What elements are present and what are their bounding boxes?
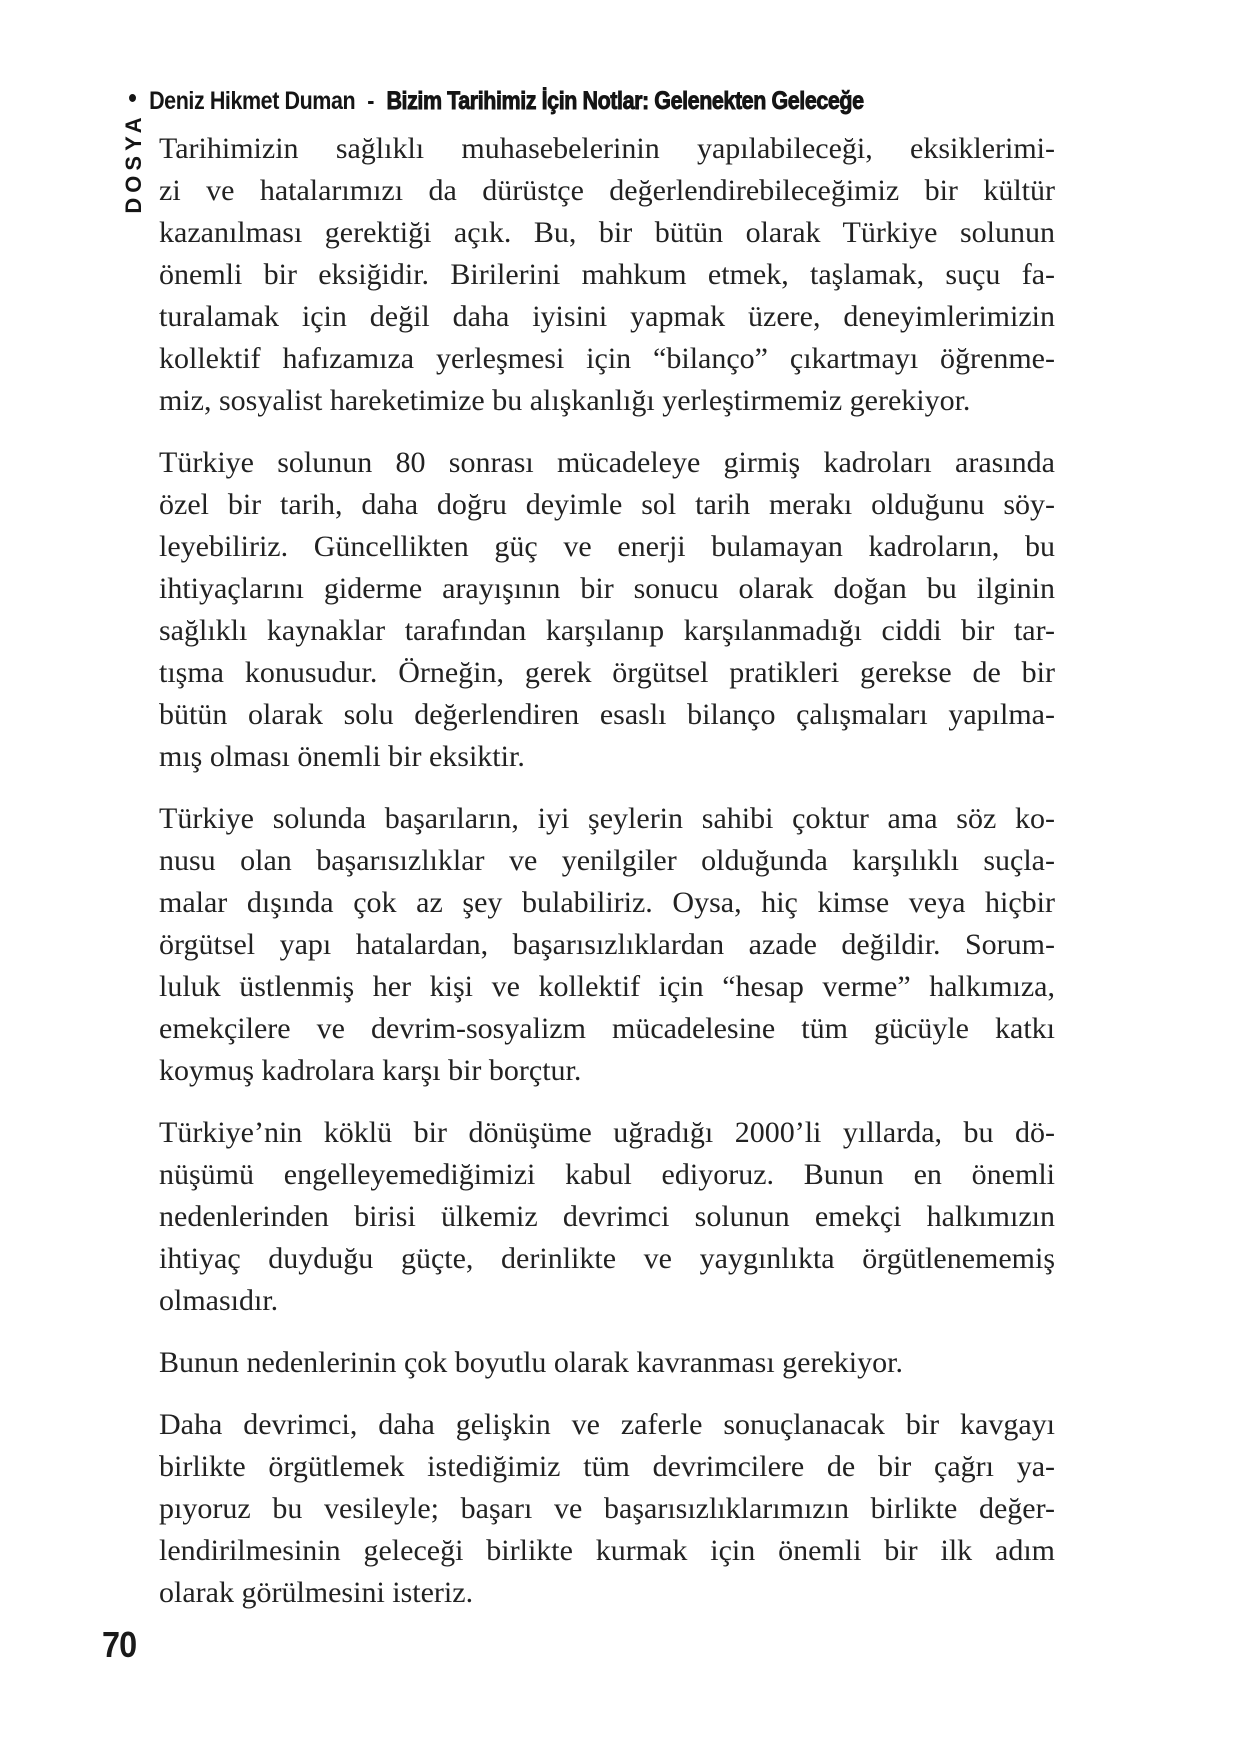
text-line: kazanılması gerektiği açık. Bu, bir bütün olarak Türkiye solunun: [159, 216, 1055, 249]
text-line: olarak görülmesini isteriz.: [159, 1576, 474, 1609]
header-separator: -: [367, 86, 375, 115]
paragraph: [159, 442, 1055, 778]
text-line: önemli bir eksiğidir. Birilerini mahkum etmek, taşlamak, suçu fa-: [159, 258, 1055, 291]
text-line: miz, sosyalist hareketimize bu alışkanlığı yerleştirmemiz gerekiyor.: [159, 384, 971, 417]
text-line: Türkiye solunda başarıların, iyi şeylerin sahibi çoktur ama söz ko-: [159, 802, 1055, 835]
text-line: mış olması önemli bir eksiktir.: [159, 740, 525, 773]
text-line: tışma konusudur. Örneğin, gerek örgütsel pratikleri gerekse de bir: [159, 656, 1055, 689]
text-line: Bunun nedenlerinin çok boyutlu olarak kavranması gerekiyor.: [159, 1346, 903, 1379]
text-line: Tarihimizin sağlıklı muhasebelerinin yapılabileceği, eksiklerimi-: [159, 132, 1055, 165]
text-line: ihtiyaç duyduğu güçte, derinlikte ve yaygınlıkta örgütlenememiş: [159, 1242, 1055, 1275]
paragraph: [159, 1404, 1055, 1614]
text-line: sağlıklı kaynaklar tarafından karşılanıp karşılanmadığı ciddi bir tar-: [159, 614, 1055, 647]
text-line: pıyoruz bu vesileyle; başarı ve başarısızlıklarımızın birlikte değer-: [159, 1492, 1055, 1525]
text-line: Türkiye’nin köklü bir dönüşüme uğradığı 2000’li yıllarda, bu dö-: [159, 1116, 1055, 1149]
text-line: örgütsel yapı hatalardan, başarısızlıklardan azade değildir. Sorum-: [159, 928, 1055, 961]
page-number: 70: [102, 1624, 137, 1665]
text-line: özel bir tarih, daha doğru deyimle sol tarih merakı olduğunu söy-: [159, 488, 1055, 521]
text-line: nedenlerinden birisi ülkemiz devrimci solunun emekçi halkımızın: [159, 1200, 1055, 1233]
text-line: malar dışında çok az şey bulabiliriz. Oysa, hiç kimse veya hiçbir: [159, 886, 1055, 919]
paragraph: [159, 1342, 1055, 1384]
text-line: emekçilere ve devrim-sosyalizm mücadelesine tüm gücüyle katkı: [159, 1012, 1055, 1045]
page-header: [128, 82, 864, 116]
text-line: kollektif hafızamıza yerleşmesi için “bilanço” çıkartmayı öğrenme-: [159, 342, 1055, 375]
text-line: Türkiye solunun 80 sonrası mücadeleye girmiş kadroları arasında: [159, 446, 1055, 479]
text-line: lendirilmesinin geleceği birlikte kurmak için önemli bir ilk adım: [159, 1534, 1055, 1567]
text-line: bütün olarak solu değerlendiren esaslı bilanço çalışmaları yapılma-: [159, 698, 1055, 731]
paragraph: [159, 1112, 1055, 1322]
paragraph: [159, 798, 1055, 1092]
text-line: koymuş kadrolara karşı bir borçtur.: [159, 1054, 582, 1087]
text-line: leyebiliriz. Güncellikten güç ve enerji bulamayan kadroların, bu: [159, 530, 1055, 563]
text-line: turalamak için değil daha iyisini yapmak üzere, deneyimlerimizin: [159, 300, 1055, 333]
text-line: birlikte örgütlemek istediğimiz tüm devrimcilere de bir çağrı ya-: [159, 1450, 1055, 1483]
text-line: Daha devrimci, daha gelişkin ve zaferle sonuçlanacak bir kavgayı: [159, 1408, 1055, 1441]
body-text: [159, 128, 1055, 1634]
paragraph: [159, 128, 1055, 422]
text-line: olmasıdır.: [159, 1284, 279, 1317]
header-article-title: Bizim Tarihimiz İçin Notlar: Gelenekten Geleceğe: [386, 86, 864, 115]
text-line: nusu olan başarısızlıklar ve yenilgiler olduğunda karşılıklı suçla-: [159, 844, 1055, 877]
text-line: ihtiyaçlarını giderme arayışının bir sonucu olarak doğan bu ilginin: [159, 572, 1055, 605]
text-line: luluk üstlenmiş her kişi ve kollektif için “hesap verme” halkımıza,: [159, 970, 1055, 1003]
bullet-icon: •: [128, 82, 138, 115]
text-line: nüşümü engelleyemediğimizi kabul ediyoruz. Bunun en önemli: [159, 1158, 1055, 1191]
header-author: Deniz Hikmet Duman: [149, 86, 356, 115]
text-line: zi ve hatalarımızı da dürüstçe değerlendirebileceğimiz bir kültür: [159, 174, 1055, 207]
sidebar-section-label: DOSYA: [121, 112, 146, 214]
